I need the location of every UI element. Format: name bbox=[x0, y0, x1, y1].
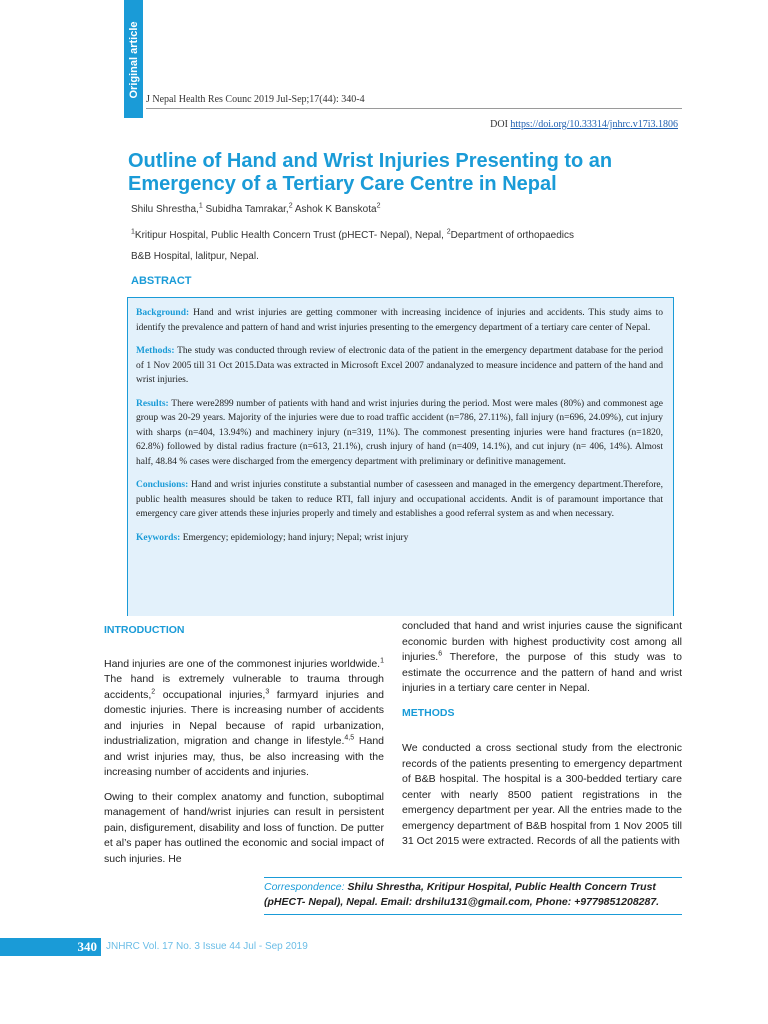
citation-sup: 4,5 bbox=[344, 734, 355, 742]
citation-sup: 3 bbox=[265, 688, 270, 695]
citation-sup: 1 bbox=[380, 657, 384, 664]
intro-text: Therefore, the purpose of this study was to estimate the occurrence and the pattern of hand and wrist injuries in a tertiary care center in Nepal. bbox=[402, 651, 682, 694]
abstract-label: Keywords: bbox=[136, 532, 181, 543]
author-name: Ashok K Banskota bbox=[294, 204, 377, 215]
author-list bbox=[131, 204, 380, 215]
correspondence-text: Shilu Shrestha, Kritipur Hospital, Public Health Concern Trust (pHECT- Nepal), Nepal. Email: drshilu131@gmail.com, Phone: +9779851208287. bbox=[264, 881, 660, 908]
header-divider bbox=[146, 108, 682, 109]
correspondence-box bbox=[264, 877, 682, 915]
author-affil-sup: 1 bbox=[198, 202, 203, 210]
methods-paragraph: We conducted a cross sectional study from the electronic records of the patients presenting to emergency department of B&B hospital. The hospital is a 300-bedded tertiary care center with nearly 8500 patient registrations in the emergency department per year. All the entries made to the emergency department of B&B hospital from 1 Nov 2005 till 31 Oct 2015 were extracted. Records of all the patients with bbox=[402, 742, 682, 847]
author-name: Subidha Tamrakar, bbox=[205, 204, 289, 215]
abstract-label: Results: bbox=[136, 398, 169, 409]
author-affil-sup: 2 bbox=[376, 202, 381, 210]
intro-text: concluded that hand and wrist injuries cause the significant economic burden with highest productivity cost among all injuries. bbox=[402, 620, 682, 663]
affil-sup: 2 bbox=[446, 228, 451, 236]
citation-sup: 2 bbox=[151, 688, 156, 695]
abstract-text: Emergency; epidemiology; hand injury; Nepal; wrist injury bbox=[182, 532, 409, 543]
abstract-label: Background: bbox=[136, 308, 190, 318]
abstract-background bbox=[136, 306, 663, 335]
author-affil-sup: 2 bbox=[288, 202, 293, 210]
abstract-box bbox=[127, 297, 674, 616]
abstract-text: The study was conducted through review of electronic data of the patient in the emergency department database for the period of 1 Nov 2005 till 31 Oct 2015.Data was extracted in Microsoft Excel 2007 andanalyzed to measure incidence and pattern of the hand and wrist injuries. bbox=[136, 346, 663, 385]
affiliation-text: Department of orthopaedics bbox=[450, 230, 575, 241]
article-type-tab bbox=[124, 0, 143, 118]
intro-paragraph: Owing to their complex anatomy and function, suboptimal management of hand/wrist injuries can result in persistent pain, disfigurement, disability and loss of function. De putter et al’s paper has outlined the economic and social impact of such injuries. He bbox=[104, 790, 384, 865]
affiliation-text: Kritipur Hospital, Public Health Concern Trust (pHECT- Nepal), Nepal, bbox=[134, 230, 444, 241]
affil-sup: 1 bbox=[131, 228, 135, 236]
intro-text: Hand and wrist injuries may, thus, be also increasing with the increasing number of accidents and injuries. bbox=[104, 735, 384, 778]
affiliations bbox=[131, 225, 691, 267]
abstract-results bbox=[136, 397, 663, 470]
right-column bbox=[402, 619, 682, 859]
intro-paragraph bbox=[402, 619, 682, 697]
abstract-text: There were2899 number of patients with hand and wrist injuries during the period. Most were males (80%) and commonest age group was 20-29 years. Majority of the injuries were due to road traffic accident (n=786, 27.11%), fall injury (n=696, 24.09%), cut injury with sharps (n=404, 13.94%) and machinery injury (n=319, 11%). The commonest presenting injuries were hand fractures (n=1820, 62.8%) followed by distal radius fracture (n=613, 21.1%), crush injury of hand (n=409, 14.1%), and cut injury (n= 406, 14%). Almost half, 48.84 % cases were discharged from the emergency department with preliminary or definitive management. bbox=[136, 398, 663, 467]
page-number: 340 bbox=[77, 939, 97, 954]
section-heading-methods: METHODS bbox=[402, 706, 455, 719]
abstract-label: Methods: bbox=[136, 346, 175, 356]
correspondence-label: Correspondence: bbox=[264, 881, 345, 893]
intro-paragraph bbox=[104, 657, 384, 781]
intro-text: farmyard injuries and domestic injuries. There is increasing number of accidents and injuries in Nepal because of rapid urbanization, industrialization, migration and change in lifestyle. bbox=[104, 688, 385, 747]
abstract-text: Hand and wrist injuries are getting commoner with increasing incidence of injuries and accidents. This study aims to identify the prevalence and pattern of hand and wrist injuries presenting to the emergency department of a tertiary care center of Nepal. bbox=[136, 308, 664, 333]
abstract-text: Hand and wrist injuries constitute a substantial number of casesseen and managed in the emergency department.Therefore, public health measures should be taken to reduce RTI, fall injury and occupational accidents. Andit is of paramount importance that emergency care giver attends these injuries properly and timely and establishes a good referral system as and when necessary. bbox=[136, 480, 664, 519]
intro-text: The hand is extremely vulnerable to trauma through accidents, bbox=[104, 673, 384, 701]
doi-line bbox=[490, 119, 678, 130]
affiliation-text: B&B Hospital, lalitpur, Nepal. bbox=[131, 251, 259, 262]
journal-citation: J Nepal Health Res Counc 2019 Jul-Sep;17(44): 340-4 bbox=[146, 94, 365, 105]
doi-label: DOI bbox=[490, 119, 508, 130]
author-name: Shilu Shrestha, bbox=[131, 204, 199, 215]
page-number-bar bbox=[0, 938, 101, 956]
doi-link[interactable]: https://doi.org/10.33314/jnhrc.v17i3.1806 bbox=[510, 119, 678, 130]
footer-journal-info: JNHRC Vol. 17 No. 3 Issue 44 Jul - Sep 2019 bbox=[106, 941, 308, 952]
abstract-conclusions bbox=[136, 478, 663, 522]
section-heading-introduction: INTRODUCTION bbox=[104, 624, 185, 636]
abstract-methods bbox=[136, 344, 663, 388]
abstract-heading: ABSTRACT bbox=[131, 275, 192, 287]
citation-sup: 6 bbox=[438, 650, 443, 658]
abstract-label: Conclusions: bbox=[136, 480, 189, 490]
intro-text: Hand injuries are one of the commonest injuries worldwide. bbox=[104, 657, 381, 670]
article-title: Outline of Hand and Wrist Injuries Presenting to an Emergency of a Tertiary Care Centre in Nepal bbox=[128, 150, 613, 195]
article-type-label: Original article bbox=[127, 21, 140, 99]
intro-text: occupational injuries, bbox=[162, 688, 266, 701]
abstract-keywords bbox=[136, 531, 663, 546]
left-column bbox=[104, 623, 384, 876]
